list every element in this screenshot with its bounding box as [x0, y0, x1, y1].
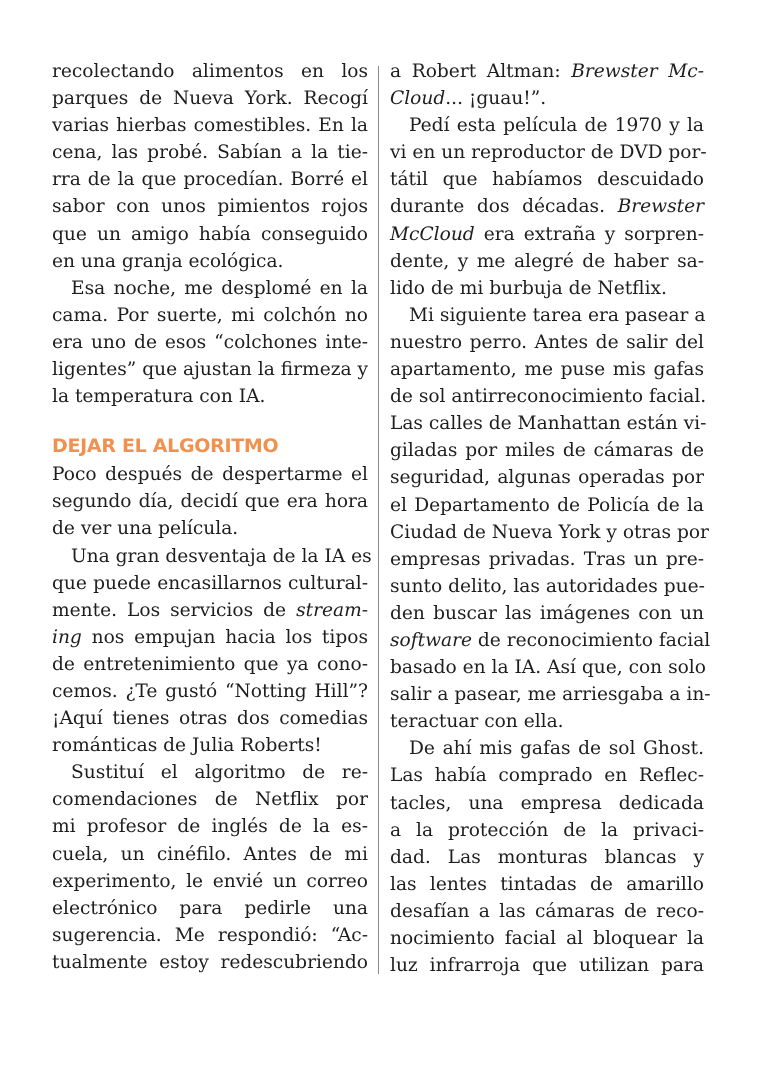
text-line: de sol antirreconocimiento facial. [390, 386, 707, 408]
text-line: de entretenimiento que ya cono- [52, 653, 368, 675]
text-line: ¡Aquí tienes otras dos comedias [52, 708, 368, 730]
text-line: Una gran desventaja de la IA es [71, 545, 372, 567]
text-line: Mi siguiente tarea era pasear a [409, 304, 706, 326]
italic-term: ing [52, 626, 82, 648]
text-line: experimento, le envié un correo [52, 870, 368, 892]
text-line [390, 627, 711, 654]
text-run: a Robert Altman: [390, 61, 572, 82]
text-line: que un amigo había conseguido [52, 223, 368, 245]
text-run: de reconocimiento facial [471, 629, 711, 651]
text-line: rra de la que procedían. Borré el [52, 169, 368, 191]
text-line [390, 85, 704, 112]
text-line: la temperatura con IA. [52, 386, 266, 408]
paragraph-teacher [52, 759, 368, 976]
text-line: románticas de Julia Roberts! [52, 735, 322, 757]
text-line: basado en la IA. Así que, con solo [390, 657, 706, 679]
text-line: segundo día, decidí que era hora [52, 491, 368, 513]
left-column [52, 58, 372, 976]
text-line: sabor con unos pimientos rojos [52, 196, 368, 218]
text-line: que puede encasillarnos cultural- [52, 572, 368, 594]
text-line: De ahí mis gafas de sol Ghost. [409, 738, 704, 760]
text-line: cemos. ¿Te gustó “Notting Hill”? [52, 680, 368, 702]
italic-title: Cloud [390, 88, 446, 110]
text-line [390, 193, 704, 220]
text-line: apartamento, me puse mis gafas [390, 359, 704, 381]
paragraph-foraging [52, 58, 368, 275]
text-line: salir a pasear, me arriesgaba a in- [390, 684, 711, 706]
text-run: ... ¡guau!”. [445, 88, 547, 110]
text-line: luz infrarroja que utilizan para [390, 955, 704, 977]
text-line: parques de Nueva York. Recogí [52, 88, 368, 110]
text-line: lido de mi burbuja de Netflix. [390, 277, 667, 299]
text-line: tualmente estoy redescubriendo [52, 951, 368, 973]
text-line: ligentes” que ajustan la firmeza y [52, 359, 368, 381]
paragraph-mattress [52, 275, 368, 410]
text-line: a la protección de la privaci- [390, 819, 704, 841]
text-line: Poco después de despertarme el [52, 464, 368, 486]
section-heading: DEJAR EL ALGORITMO [52, 435, 279, 458]
text-run: nos empujan hacia los tipos [81, 626, 368, 648]
text-run: era extraña y sorpren- [474, 223, 704, 245]
text-line: Ciudad de Nueva York y otras por [390, 521, 709, 543]
paragraph-reply-continued [390, 58, 704, 112]
column-divider [378, 66, 379, 974]
text-line: tátil que habíamos descuidado [390, 169, 704, 191]
text-line [52, 597, 368, 624]
text-line: las lentes tintadas de amarillo [390, 873, 704, 895]
text-line: Las había comprado en Reflec- [390, 765, 704, 787]
text-line: nuestro perro. Antes de salir del [390, 331, 704, 353]
paragraph-movie-time [52, 461, 368, 542]
text-line: comendaciones de Netflix por [52, 789, 368, 811]
text-run: mente. Los servicios de [52, 599, 297, 621]
text-line: Las calles de Manhattan están vi- [390, 413, 707, 435]
text-line: desafían a las cámaras de reco- [390, 900, 704, 922]
text-line: el Departamento de Policía de la [390, 494, 704, 516]
text-line: recolectando alimentos en los [52, 61, 368, 82]
text-line: Pedí esta película de 1970 y la [409, 115, 704, 137]
text-line [390, 221, 704, 248]
italic-term: software [390, 629, 472, 651]
text-line: Esa noche, me desplomé en la [71, 277, 368, 299]
italic-title: Brewster [617, 196, 704, 218]
text-line: giladas por miles de cámaras de [390, 440, 704, 462]
text-line: nocimiento facial al bloquear la [390, 928, 704, 949]
text-line: Sustituí el algoritmo de re- [71, 762, 368, 784]
text-line: vi en un reproductor de DVD por- [390, 142, 707, 164]
text-line: seguridad, algunas operadas por [390, 467, 704, 489]
text-line: era uno de esos “colchones inte- [52, 331, 368, 353]
text-line: tacles, una empresa dedicada [390, 792, 704, 814]
paragraph-ghost-glasses [390, 735, 704, 979]
text-line: cama. Por suerte, mi colchón no [52, 304, 368, 326]
text-line [390, 58, 704, 85]
text-line: cuela, un cinéfilo. Antes de mi [52, 843, 368, 865]
text-line: sugerencia. Me respondió: “Ac- [52, 924, 368, 946]
text-line: cena, las probé. Sabían a la tie- [52, 142, 368, 164]
text-line: empresas privadas. Tras un pre- [390, 548, 704, 570]
paragraph-dvd [390, 112, 707, 302]
italic-term: stream- [296, 599, 368, 621]
italic-title: Brewster Mc- [571, 61, 704, 82]
right-column [390, 58, 711, 979]
text-line: dad. Las monturas blancas y [390, 846, 704, 868]
text-line: electrónico para pedirle una [52, 897, 368, 919]
paragraph-ai-disadvantage [52, 543, 372, 760]
italic-title: McCloud [390, 223, 475, 245]
text-line: den buscar las imágenes con un [390, 602, 704, 624]
text-line: dente, y me alegré de haber sa- [390, 250, 704, 272]
text-line [52, 624, 368, 651]
text-line: sunto delito, las autoridades pue- [390, 575, 705, 597]
text-line: de ver una película. [52, 518, 239, 540]
paragraph-surveillance [390, 302, 711, 736]
text-line: mi profesor de inglés de la es- [52, 816, 368, 838]
text-line: teractuar con ella. [390, 711, 564, 733]
text-run: durante dos décadas. [390, 196, 618, 218]
text-line: en una granja ecológica. [52, 250, 284, 272]
text-line: varias hierbas comestibles. En la [52, 115, 368, 137]
